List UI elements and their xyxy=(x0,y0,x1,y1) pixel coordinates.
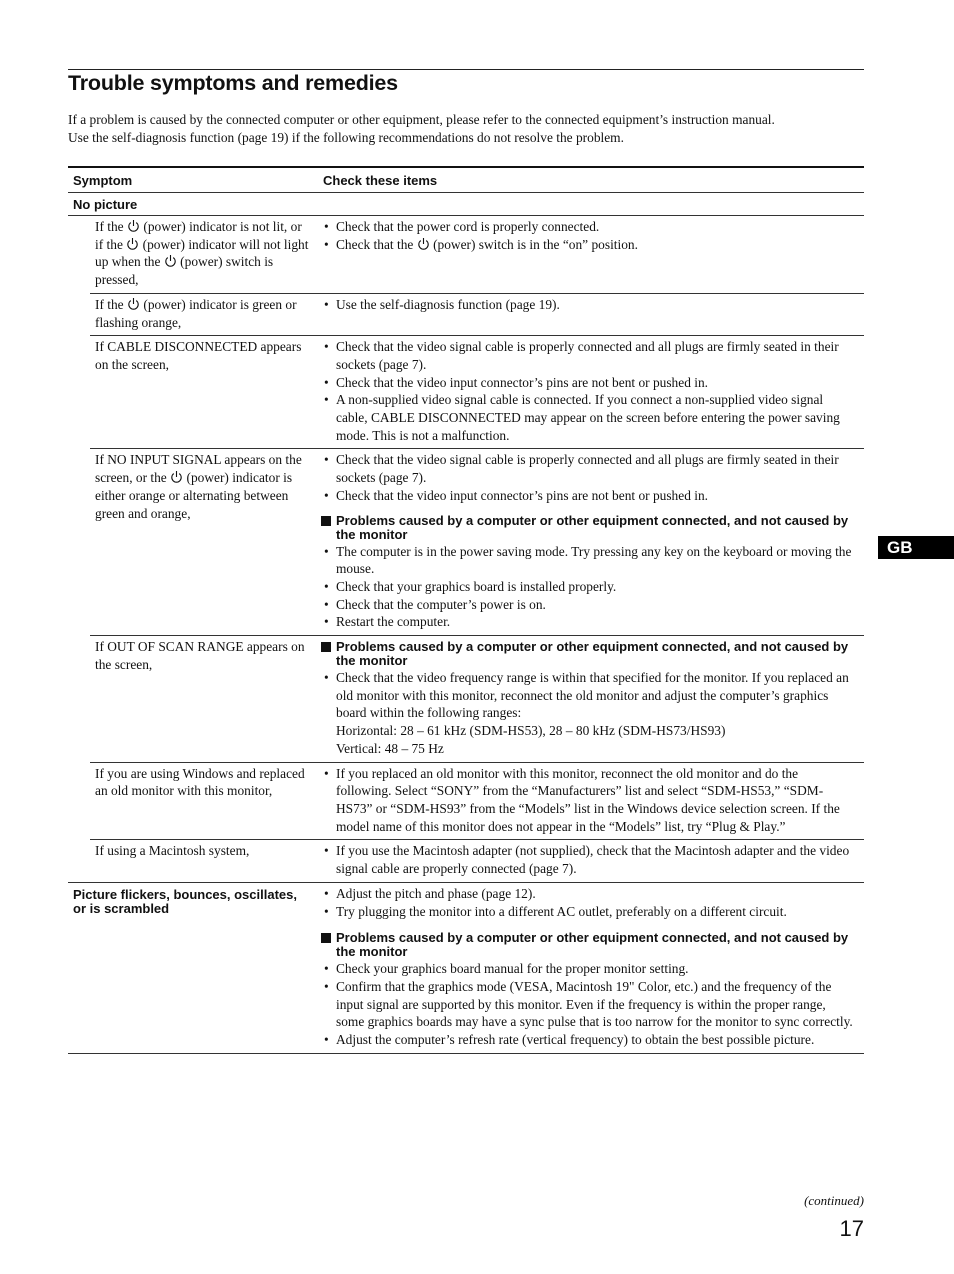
language-tab-gb: GB xyxy=(878,536,954,559)
symptom-cell: If you are using Windows and replaced an old monitor with this monitor, xyxy=(95,765,305,799)
table-row xyxy=(68,216,864,293)
table-row xyxy=(68,294,864,335)
symptom-cell: If using a Macintosh system, xyxy=(95,843,250,859)
trouble-table xyxy=(68,166,864,1054)
table-row xyxy=(68,840,864,881)
symptom-cell: If the (power) indicator is green or flashing orange, xyxy=(95,296,297,330)
power-icon xyxy=(126,237,139,251)
sub-heading: Problems caused by a computer or other equipment connected, and not caused by the monitor xyxy=(318,931,854,959)
power-icon xyxy=(170,470,183,484)
power-icon xyxy=(127,297,140,311)
check-cell: • Check that the power cord is properly connected. • Check that the (power) switch is in the “on” position. xyxy=(318,218,864,289)
check-cell: • Adjust the pitch and phase (page 12). • Try plugging the monitor into a different AC outlet, preferably on a different circuit. Problems caused by a computer or other equipment connected, and not caused by the monitor • Check your graphics board manual for the proper monitor setting. • Confirm that the graphics mode (VESA, Macintosh 19" Color, etc.) and the frequency of the input signal are supported by this monitor. Even if the frequency is within the proper range, some graphics boards may have a sync pulse that is too narrow for the monitor to sync correctly. • Adjust the computer’s refresh rate (vertical frequency) to obtain the best possible picture. xyxy=(318,885,864,1049)
symptom-cell: If CABLE DISCONNECTED appears on the screen, xyxy=(95,339,302,372)
table-row xyxy=(68,336,864,448)
check-cell: Problems caused by a computer or other equipment connected, and not caused by the monitor • Check that the video frequency range is within that specified for the monitor. If you replaced an old monitor with this monitor, reconnect the old monitor and adjust the computer’s graphics board within the following ranges: Horizontal: 28 – 61 kHz (SDM-HS53), 28 – 80 kHz (SDM-HS73/HS93) Vertical: 48 – 75 Hz xyxy=(318,636,864,758)
check-cell: • If you replaced an old monitor with this monitor, reconnect the old monitor and do the following. Select “SONY” from the “Manufacturers” list and select “SDM-HS53,” “SDM-HS73” or “SDM-HS93” from the “Models” list in the Windows device selection screen. If the model name of this monitor does not appear in the “Models” list, try “Plug & Play.” xyxy=(318,765,864,836)
square-bullet-icon xyxy=(321,642,331,652)
intro-text xyxy=(68,111,868,147)
page-number: 17 xyxy=(839,1216,864,1241)
section-no-picture: No picture xyxy=(73,196,138,212)
table-header xyxy=(68,168,864,192)
table-row xyxy=(68,449,864,635)
check-cell: • Check that the video signal cable is properly connected and all plugs are firmly seated in their sockets (page 7). • Check that the video input connector’s pins are not bent or pushed in. • A non-supplied video signal cable is connected. If you connect a non-supplied video signal cable, CABLE DISCONNECTED may appear on the screen before entering the power saving mode. This is not a malfunction. xyxy=(318,338,864,444)
symptom-cell: If OUT OF SCAN RANGE appears on the screen, xyxy=(95,639,305,672)
power-icon xyxy=(164,254,177,268)
intro-line-1: If a problem is caused by the connected computer or other equipment, please refer to the connected equipment’s instruction manual. xyxy=(68,112,775,127)
table-row xyxy=(68,883,864,1053)
table-row xyxy=(68,636,864,762)
check-cell: • Check that the video signal cable is properly connected and all plugs are firmly seated in their sockets (page 7). • Check that the video input connector’s pins are not bent or pushed in. Problems caused by a computer or other equipment connected, and not caused by the monitor • The computer is in the power saving mode. Try pressing any key on the keyboard or moving the mouse. • Check that your graphics board is installed properly. • Check that the computer’s power is on. • Restart the computer. xyxy=(318,451,864,631)
top-rule xyxy=(68,69,864,70)
continued-note: (continued) xyxy=(804,1193,864,1208)
page-title: Trouble symptoms and remedies xyxy=(68,71,398,95)
symptom-cell: If the (power) indicator is not lit, or if the (power) indicator will not light up when the (power) switch is pressed, xyxy=(95,219,309,288)
intro-line-2: Use the self-diagnosis function (page 19) if the following recommendations do not resolve the problem. xyxy=(68,130,624,145)
column-header-symptom: Symptom xyxy=(73,172,133,188)
check-cell: • If you use the Macintosh adapter (not supplied), check that the Macintosh adapter and the video signal cable are properly connected (page 7). xyxy=(318,842,864,877)
power-icon xyxy=(127,219,140,233)
table-row xyxy=(68,763,864,840)
square-bullet-icon xyxy=(321,516,331,526)
symptom-cell: Picture flickers, bounces, oscillates, or is scrambled xyxy=(73,886,297,917)
check-cell: • Use the self-diagnosis function (page 19). xyxy=(318,296,864,331)
sub-heading: Problems caused by a computer or other equipment connected, and not caused by the monitor xyxy=(318,514,854,542)
square-bullet-icon xyxy=(321,933,331,943)
column-header-check: Check these items xyxy=(323,172,438,188)
symptom-cell: If NO INPUT SIGNAL appears on the screen, or the (power) indicator is either orange or alternating between green and orange, xyxy=(95,452,302,521)
sub-heading: Problems caused by a computer or other equipment connected, and not caused by the monitor xyxy=(318,640,854,668)
power-icon xyxy=(417,237,430,251)
